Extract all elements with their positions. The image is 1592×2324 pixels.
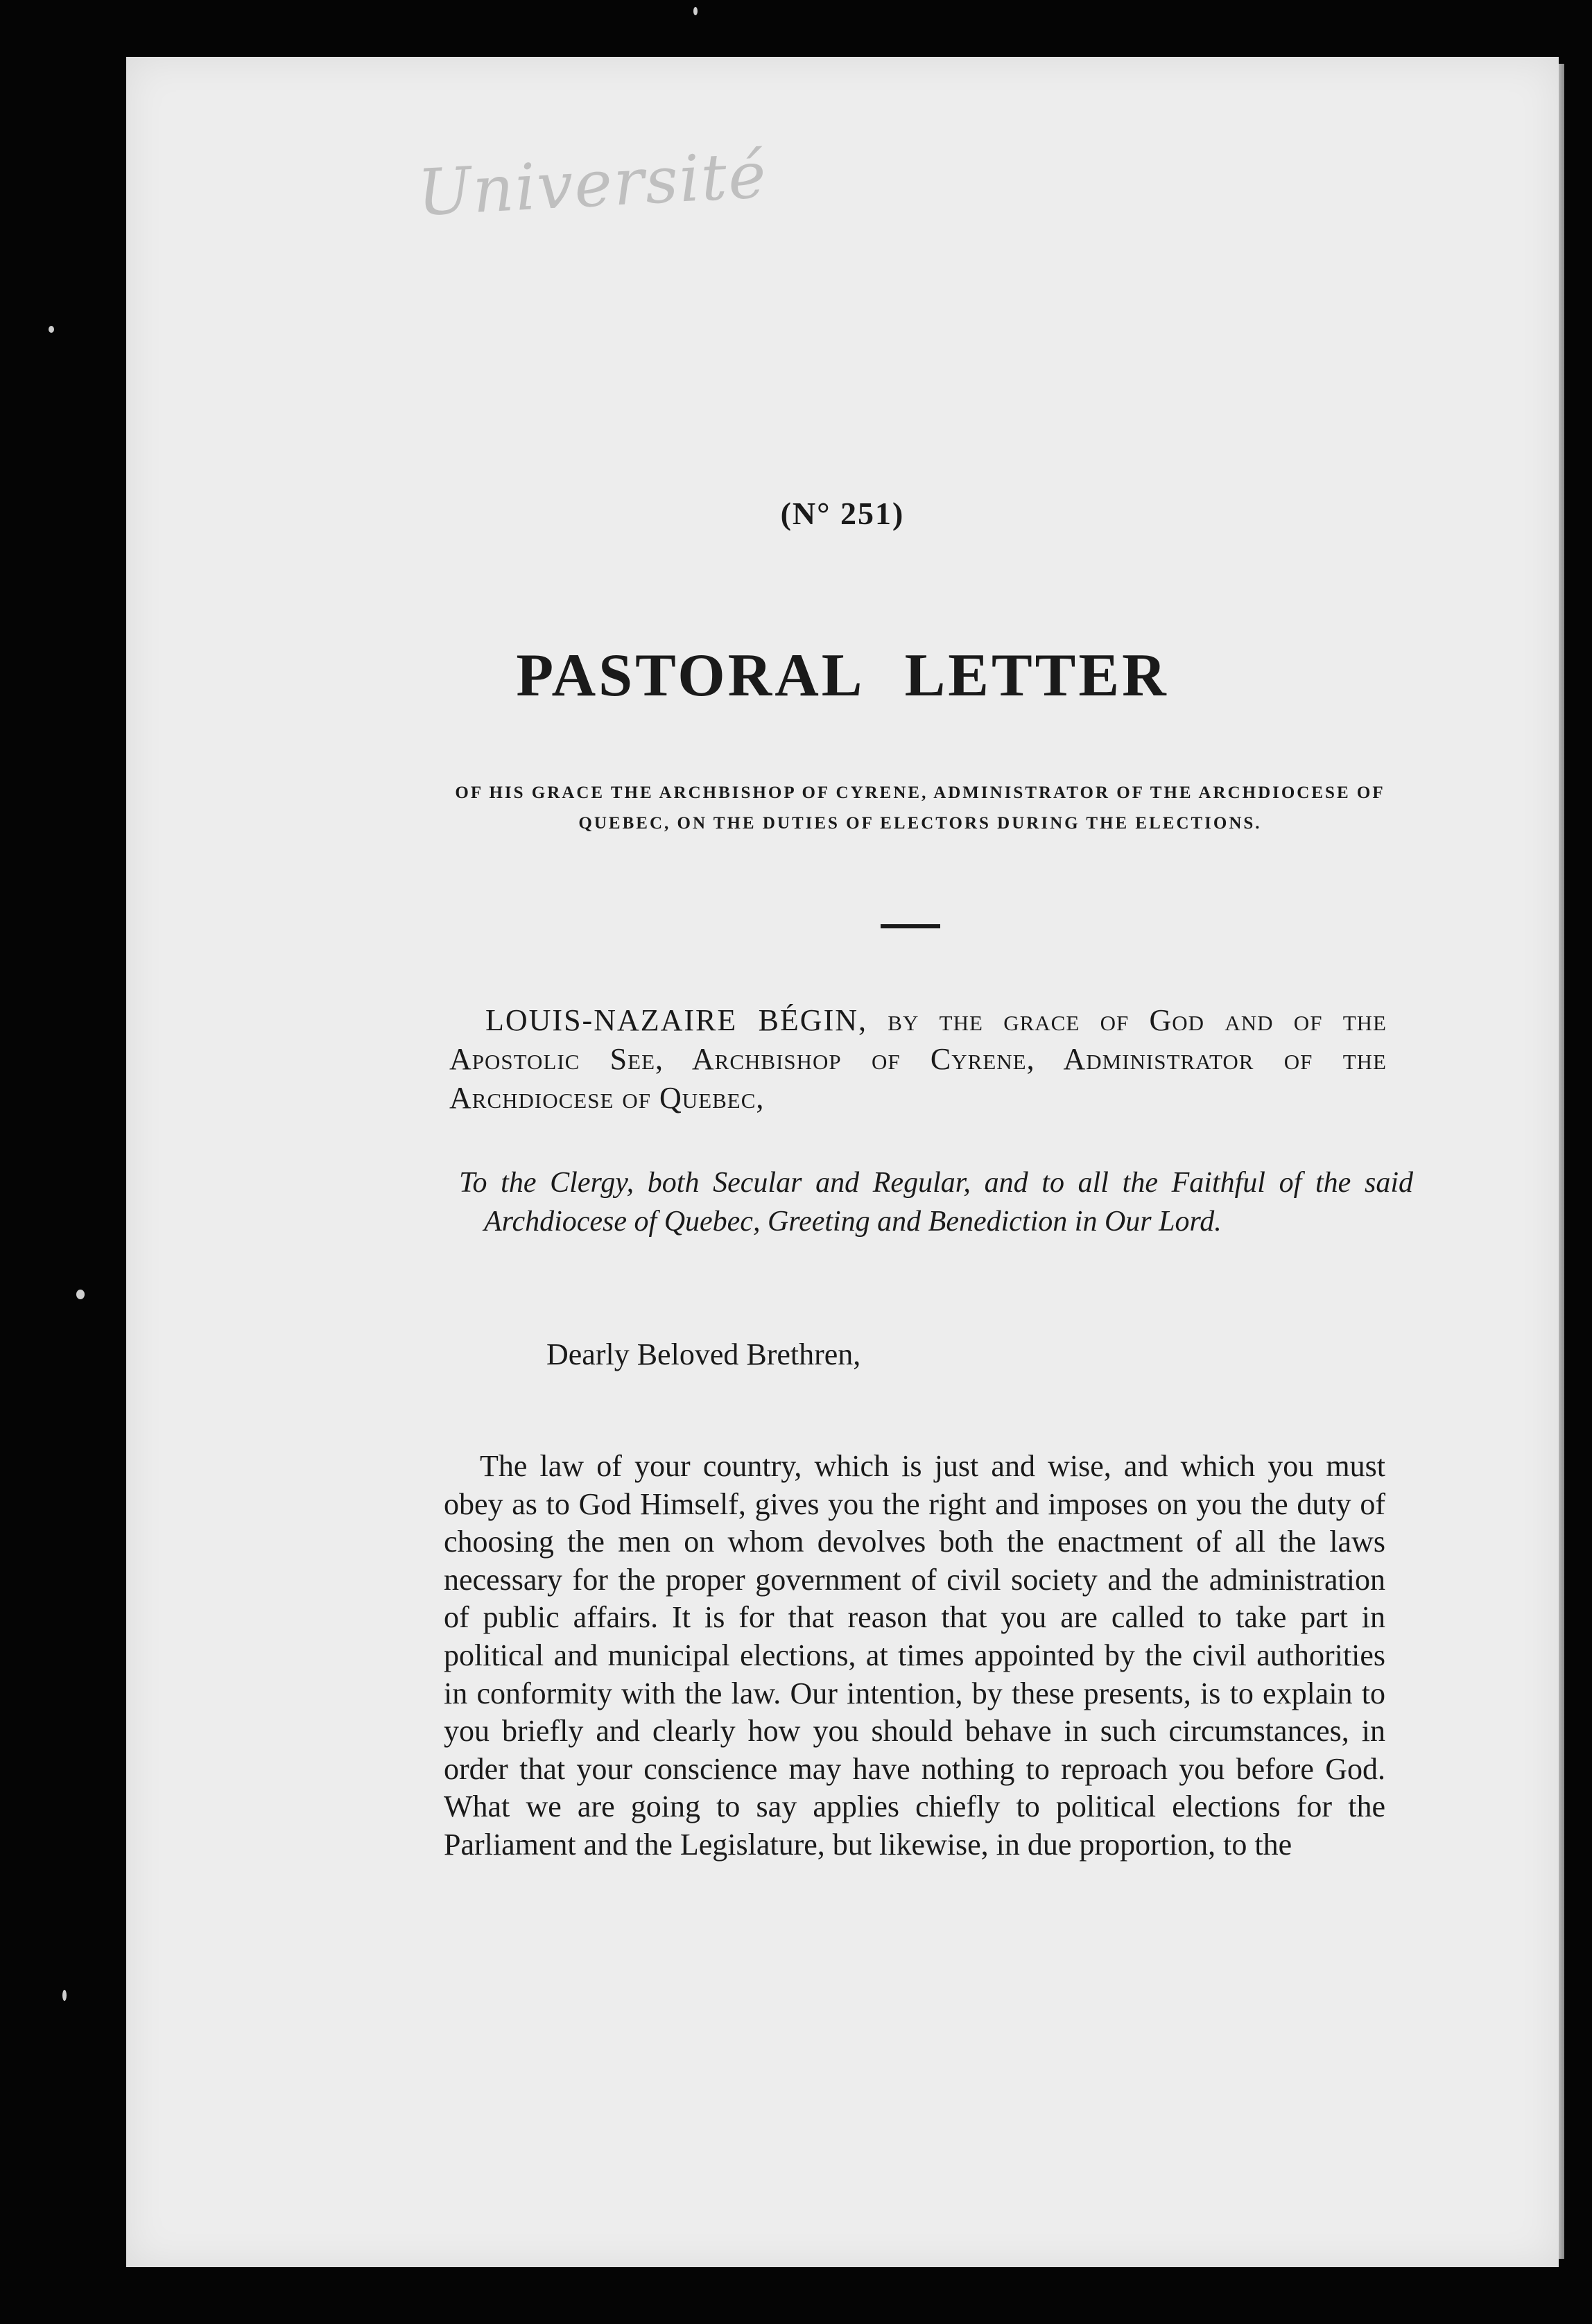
document-page bbox=[126, 57, 1559, 2267]
document-title: PASTORAL LETTER bbox=[516, 642, 1169, 709]
scan-speck bbox=[49, 326, 54, 333]
author-titles: by the grace of God and of the Apostolic See, Archbishop of Cyrene, Administrator of the Archdiocese of Quebec, bbox=[449, 1003, 1387, 1115]
address-paragraph: To the Clergy, both Secular and Regular, and to all the Faithful of the said Archdiocese of Quebec, Greeting and Benediction in Our Lord. bbox=[459, 1167, 1413, 1238]
salutation-paragraph bbox=[449, 1001, 1387, 1118]
document-subtitle: OF HIS GRACE THE ARCHBISHOP OF CYRENE, ADMINISTRATOR OF THE ARCHDIOCESE OF QUEBEC, ON THE DUTIES OF ELECTORS DURING THE ELECTIONS. bbox=[455, 783, 1385, 833]
scan-speck bbox=[62, 1990, 67, 2001]
scan-speck bbox=[76, 1290, 85, 1299]
scan-speck bbox=[693, 7, 698, 15]
document-number: (N° 251) bbox=[780, 496, 905, 531]
divider-rule bbox=[881, 924, 940, 928]
greeting-line: Dearly Beloved Brethren, bbox=[546, 1337, 861, 1371]
body-paragraph: The law of your country, which is just and wise, and which you must obey as to God Himself, gives you the right and imposes on you the duty of choosing the men on whom devolves both the enactment of all the laws necessary for the proper government of civil society and the administration of public affairs. It is for that reason that you are called to take part in political and municipal elections, at times appointed by the civil authorities in conformity with the law. Our intention, by these presents, is to explain to you briefly and clearly how you should behave in such circumstances, in order that your conscience may have nothing to reproach you before God. What we are going to say applies chiefly to political elections for the Parliament and the Legislature, but likewise, in due proportion, to the bbox=[444, 1449, 1385, 1862]
author-name: LOUIS-NAZAIRE BÉGIN, bbox=[485, 1003, 868, 1037]
handwritten-note: Université bbox=[415, 137, 770, 231]
